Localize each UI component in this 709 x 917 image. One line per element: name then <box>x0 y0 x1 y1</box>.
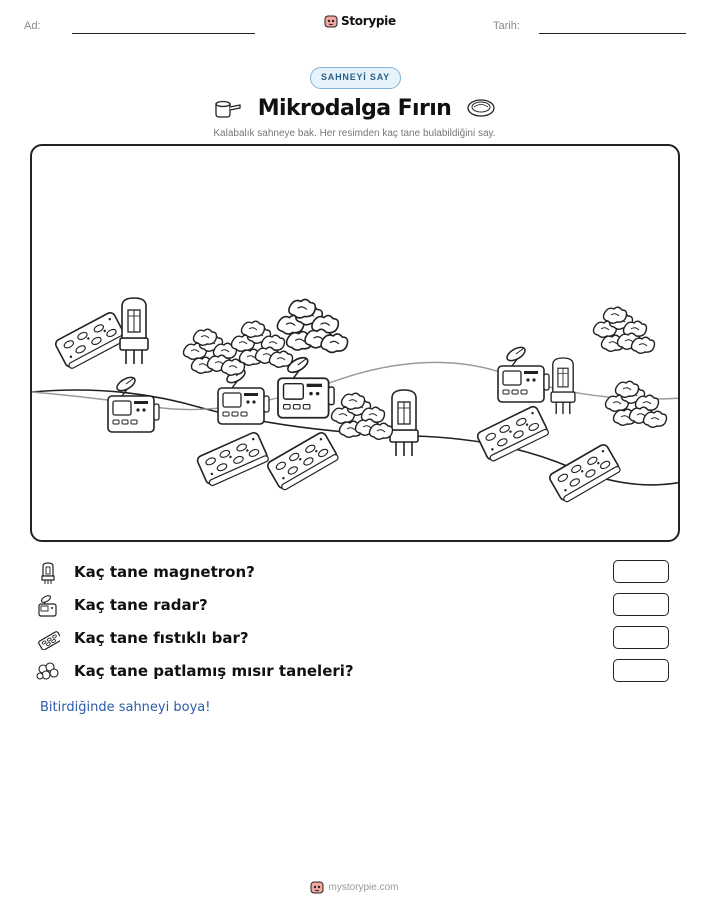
counting-scene[interactable] <box>30 144 680 542</box>
instructions: Kalabalık sahneye bak. Her resimden kaç tane bulabildiğini say. <box>213 128 496 139</box>
answer-box[interactable] <box>613 626 669 649</box>
scene-drawing <box>32 146 680 542</box>
magnetron[interactable] <box>390 390 418 456</box>
activity-badge: SAHNEYİ SAY <box>310 67 401 89</box>
radar[interactable] <box>108 375 159 432</box>
storypie-mascot-icon <box>324 14 338 28</box>
magnetron-sketch-icon <box>212 96 244 120</box>
footer-url[interactable]: mystorypie.com <box>328 881 399 893</box>
question-text: Kaç tane patlamış mısır taneleri? <box>74 662 354 680</box>
microwave-plate-icon <box>465 96 497 120</box>
magnetron[interactable] <box>120 298 148 364</box>
answer-box[interactable] <box>613 593 669 616</box>
question-magnetron <box>36 560 676 588</box>
title-row <box>0 92 709 124</box>
popcorn-cluster[interactable] <box>332 393 393 439</box>
popcorn-cluster[interactable] <box>277 299 347 352</box>
question-text: Kaç tane radar? <box>74 596 208 614</box>
pistachio-bar[interactable] <box>548 443 621 504</box>
question-text: Kaç tane magnetron? <box>74 563 255 581</box>
radar[interactable] <box>218 367 269 424</box>
radar[interactable] <box>498 345 549 402</box>
question-pistachio-bar <box>36 626 676 654</box>
popcorn-icon <box>36 661 60 683</box>
question-radar <box>36 593 676 621</box>
popcorn-cluster[interactable] <box>594 307 655 353</box>
answer-box[interactable] <box>613 560 669 583</box>
name-line[interactable] <box>72 33 255 34</box>
question-popcorn <box>36 659 676 687</box>
date-line[interactable] <box>539 33 686 34</box>
page-title: Mikrodalga Fırın <box>257 95 452 121</box>
pistachio-bar[interactable] <box>266 431 339 492</box>
pistachio-bar-icon <box>36 628 60 650</box>
popcorn-cluster[interactable] <box>184 329 245 375</box>
pistachio-bar[interactable] <box>196 431 269 487</box>
date-label: Tarih: <box>493 20 520 32</box>
pistachio-bar[interactable] <box>476 405 549 463</box>
name-label: Ad: <box>24 20 41 32</box>
footer <box>0 880 709 894</box>
finish-instruction: Bitirdiğinde sahneyi boya! <box>40 700 211 715</box>
brand-name: Storypie <box>341 14 396 28</box>
radar-icon <box>36 595 60 617</box>
answer-box[interactable] <box>613 659 669 682</box>
storypie-logo <box>324 14 396 28</box>
storypie-mascot-icon <box>310 880 324 894</box>
magnetron[interactable] <box>551 358 575 414</box>
pistachio-bar[interactable] <box>54 311 127 370</box>
magnetron-icon <box>36 562 60 584</box>
popcorn-cluster[interactable] <box>606 381 667 427</box>
question-text: Kaç tane fıstıklı bar? <box>74 629 249 647</box>
